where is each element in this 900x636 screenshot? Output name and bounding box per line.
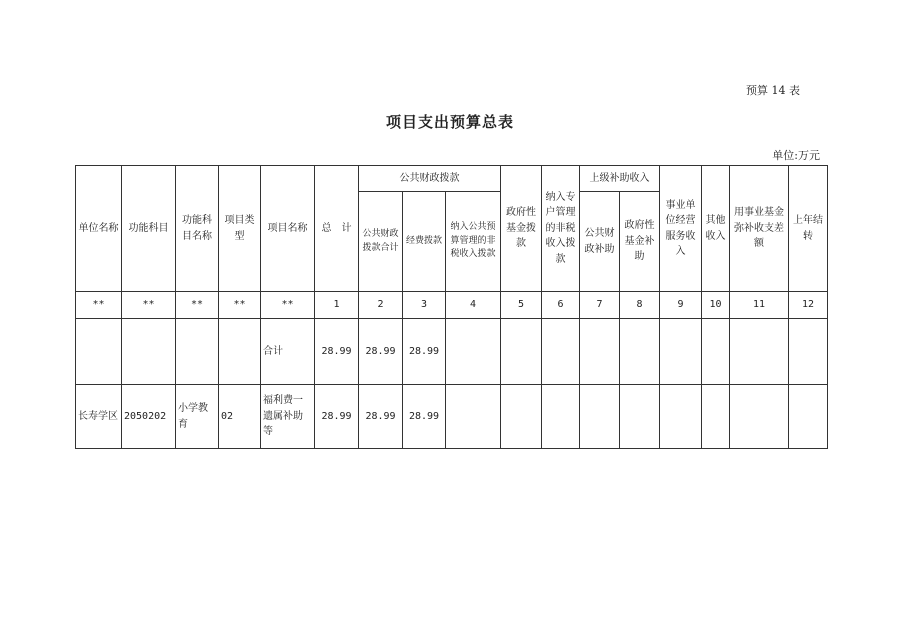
header-row-1 (76, 166, 828, 192)
index-cell: 6 (542, 292, 580, 319)
total-unit-name (76, 319, 122, 385)
total-carryover (789, 319, 828, 385)
index-cell: 1 (315, 292, 359, 319)
header-func-subject: 功能科目 (122, 166, 176, 292)
total-pf-nontax (446, 319, 501, 385)
header-pf-sum: 公共财政拨款合计 (359, 192, 403, 292)
index-cell: 3 (403, 292, 446, 319)
header-unit-name: 单位名称 (76, 166, 122, 292)
header-ss-govfund: 政府性基金补助 (620, 192, 660, 292)
total-row (76, 319, 828, 385)
index-cell: ** (261, 292, 315, 319)
total-gov-fund (501, 319, 542, 385)
index-cell: 5 (501, 292, 542, 319)
page-title: 项目支出预算总表 (385, 113, 514, 131)
header-pf-nontax: 纳入公共预算管理的非税收入拨款 (446, 192, 501, 292)
row-business-fund (730, 385, 789, 449)
index-cell: 4 (446, 292, 501, 319)
index-cell: ** (176, 292, 219, 319)
row-special-nontax (542, 385, 580, 449)
row-total: 28.99 (315, 385, 359, 449)
index-cell: 11 (730, 292, 789, 319)
row-carryover (789, 385, 828, 449)
total-special-nontax (542, 319, 580, 385)
index-cell: 2 (359, 292, 403, 319)
index-cell: ** (219, 292, 261, 319)
header-business-income: 事业单位经营服务收入 (660, 166, 702, 292)
header-special-nontax: 纳入专户管理的非税收入拨款 (542, 166, 580, 292)
index-cell: 10 (702, 292, 730, 319)
table-row (76, 385, 828, 449)
total-func-code (122, 319, 176, 385)
budget-table (75, 165, 828, 449)
row-project-type: 02 (219, 385, 261, 449)
row-project-name: 福利费一遗属补助等 (261, 385, 315, 449)
row-func-name: 小学教育 (176, 385, 219, 449)
header-superior-subsidy: 上级补助收入 (580, 166, 660, 192)
total-func-name (176, 319, 219, 385)
index-cell: 7 (580, 292, 620, 319)
total-pf-funds: 28.99 (403, 319, 446, 385)
header-gov-fund: 政府性基金拨款 (501, 166, 542, 292)
index-row (76, 292, 828, 319)
row-pf-sum: 28.99 (359, 385, 403, 449)
row-func-code: 2050202 (122, 385, 176, 449)
form-code: 预算 14 表 (746, 84, 800, 97)
header-project-name: 项目名称 (261, 166, 315, 292)
total-other-income (702, 319, 730, 385)
header-total: 总 计 (315, 166, 359, 292)
total-business-income (660, 319, 702, 385)
total-total: 28.99 (315, 319, 359, 385)
row-business-income (660, 385, 702, 449)
total-ss-public (580, 319, 620, 385)
row-other-income (702, 385, 730, 449)
row-pf-funds: 28.99 (403, 385, 446, 449)
row-gov-fund (501, 385, 542, 449)
total-pf-sum: 28.99 (359, 319, 403, 385)
header-func-subject-name: 功能科目名称 (176, 166, 219, 292)
header-ss-public: 公共财政补助 (580, 192, 620, 292)
header-project-type: 项目类型 (219, 166, 261, 292)
index-cell: 8 (620, 292, 660, 319)
row-pf-nontax (446, 385, 501, 449)
row-ss-public (580, 385, 620, 449)
total-project-type (219, 319, 261, 385)
total-label: 合计 (261, 319, 315, 385)
index-cell: ** (76, 292, 122, 319)
header-public-finance: 公共财政拨款 (359, 166, 501, 192)
index-cell: 9 (660, 292, 702, 319)
header-pf-funds: 经费拨款 (403, 192, 446, 292)
index-cell: ** (122, 292, 176, 319)
header-carryover: 上年结转 (789, 166, 828, 292)
total-business-fund (730, 319, 789, 385)
unit-label: 单位:万元 (772, 149, 820, 162)
row-unit-name: 长寿学区 (76, 385, 122, 449)
header-other-income: 其他收入 (702, 166, 730, 292)
total-ss-govfund (620, 319, 660, 385)
index-cell: 12 (789, 292, 828, 319)
row-ss-govfund (620, 385, 660, 449)
header-business-fund: 用事业基金弥补收支差额 (730, 166, 789, 292)
